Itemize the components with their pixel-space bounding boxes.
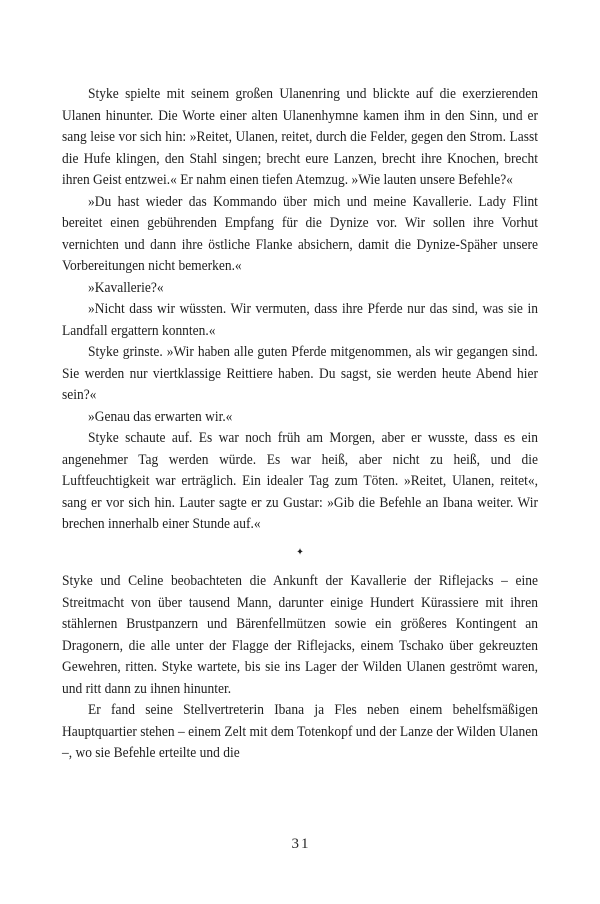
body-paragraph: »Nicht dass wir wüssten. Wir vermuten, dass ihre Pferde nur das sind, was sie in Landfall ergattern konnten.« [62,301,538,339]
page-number: 31 [291,836,311,852]
body-paragraph: Styke grinste. »Wir haben alle guten Pferde mitgenommen, als wir gegangen sind. Sie werden nur viertklassige Reittiere haben. Du sagst, sie werden heute Abend hier sein?« [62,344,538,403]
body-paragraph: Styke spielte mit seinem großen Ulanenring und blickte auf die exerzierenden Ulanen hinunter. Die Worte einer alten Ulanenhymne kamen ihm in den Sinn, und er sang leise vor sich hin: »Reitet, Ulanen, reitet, durch die Felder, gegen den Strom. Lasst die Hufe klingen, den Stahl singen; brecht eure Lanzen, brecht ihre Knochen, brecht ihren Geist entzwei.« Er nahm einen tiefen Atemzug. »Wie lauten unsere Befehle?« [62,86,538,188]
body-paragraph: »Du hast wieder das Kommando über mich und meine Kavallerie. Lady Flint bereitet einen gebührenden Empfang für die Dynize vor. Wir sollen ihre Vorhut vernichten und dann ihre östliche Flanke absichern, damit die Dynize-Späher unsere Vorbereitungen nicht bemerken.« [62,193,538,274]
body-paragraph: Er fand seine Stellvertreterin Ibana ja Fles neben einem behelfsmäßigen Hauptquartier stehen – einem Zelt mit dem Totenkopf und der Lanze der Wilden Ulanen –, wo sie Befehle erteilte und die [62,702,538,761]
body-paragraph: »Genau das erwarten wir.« [88,408,233,425]
body-paragraph: Styke schaute auf. Es war noch früh am Morgen, aber er wusste, dass es ein angenehmer Tag werden würde. Es war heiß, aber nicht zu heiß, und die Luftfeuchtigkeit war erträglich. Ein idealer Tag zum Töten. »Reitet, Ulanen, reitet«, sang er vor sich hin. Lauter sagte er zu Gustar: »Gib die Befehle an Ibana weiter. Wir brechen innerhalb einer Stunde auf.« [62,430,538,532]
page-text-block [62,84,538,765]
body-paragraph: Styke und Celine beobachteten die Ankunft der Kavallerie der Riflejacks – eine Streitmacht von über tausend Mann, darunter einige Hundert Kürassiere mit ihren stählernen Brustpanzern und Bärenfellmützen sowie ein größeres Kontingent an Dragonern, die alle unter der Flagge der Riflejacks, einem Tschako über gekreuzten Gewehren, ritten. Styke wartete, bis sie ins Lager der Wilden Ulanen geströmt waren, und ritt dann zu ihnen hinunter. [62,573,538,697]
scene-break-separator-icon: ✦ [296,546,304,558]
body-paragraph: »Kavallerie?« [88,279,164,296]
